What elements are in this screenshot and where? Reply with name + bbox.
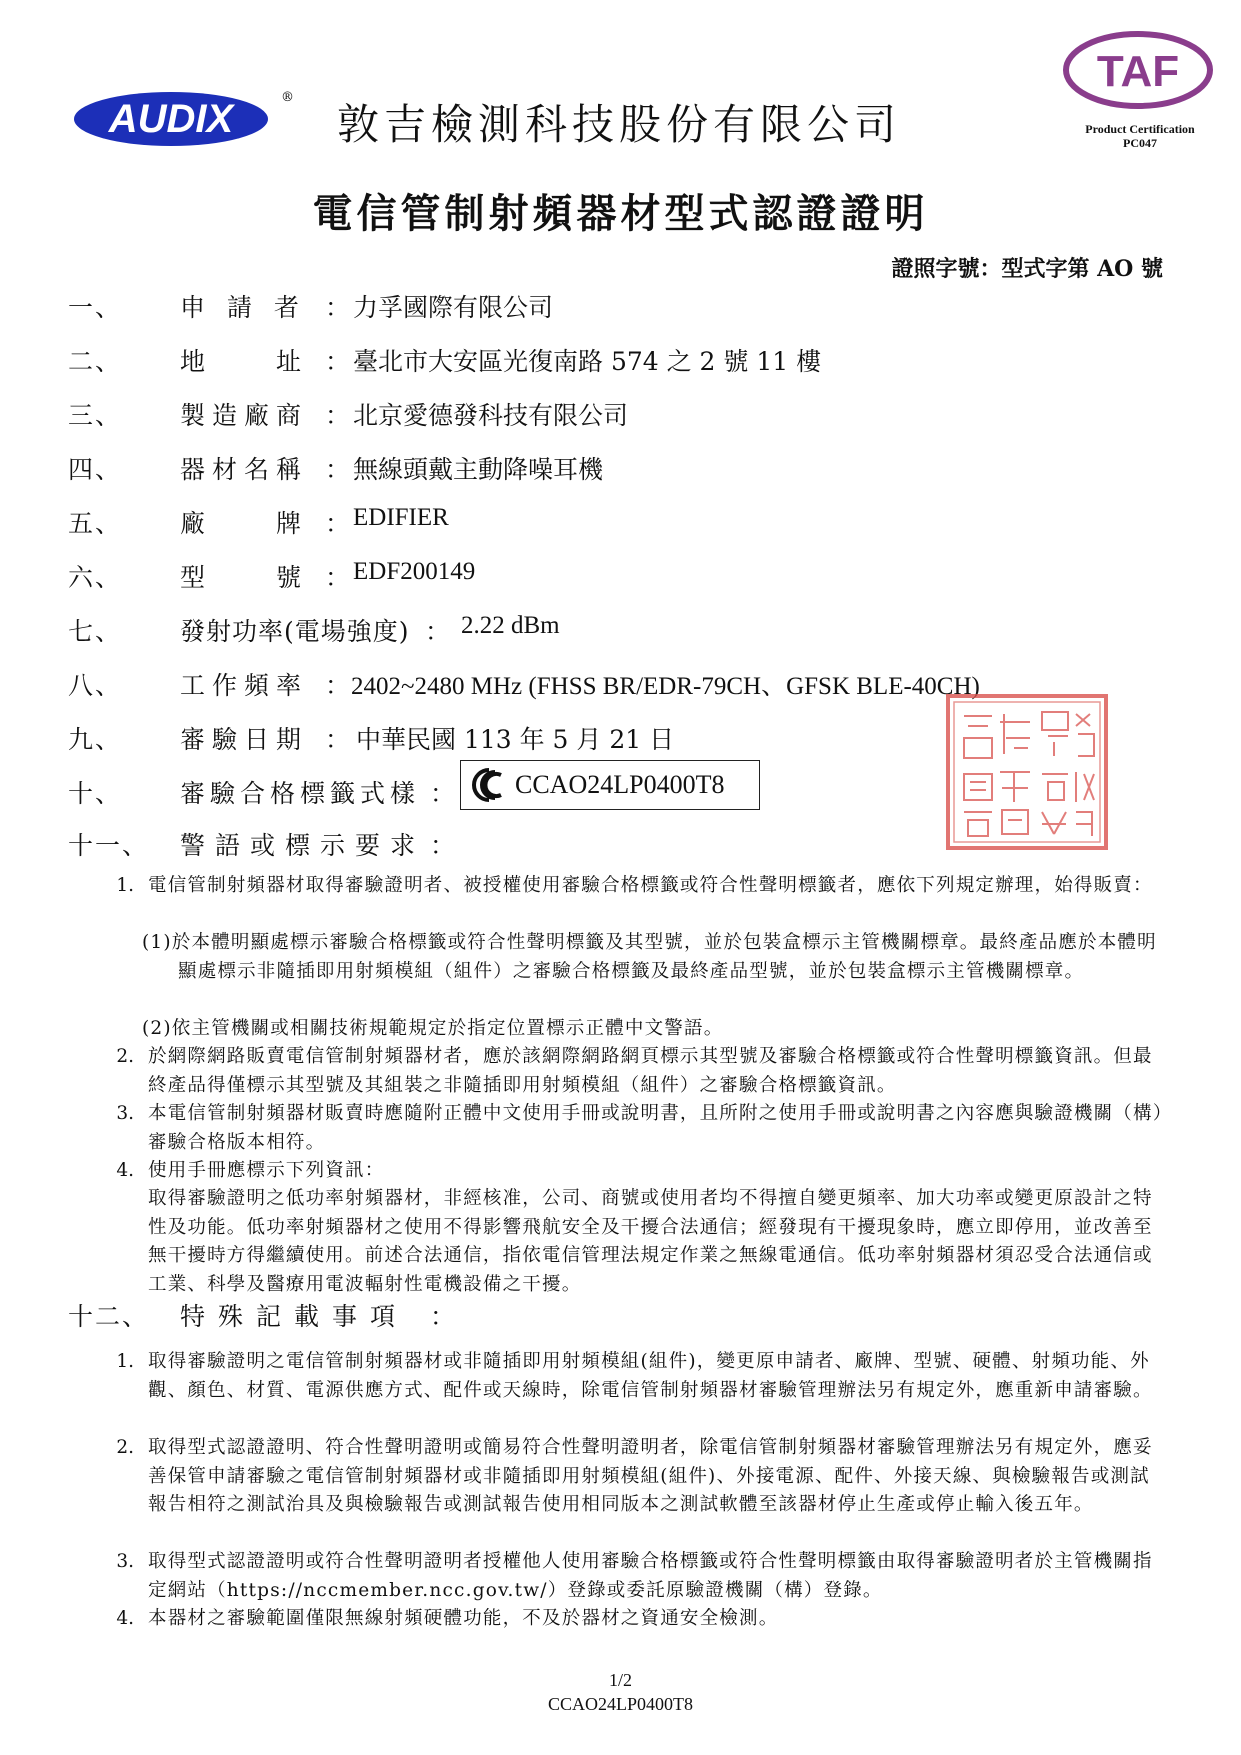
field-colon: ： [325, 509, 351, 538]
item-text: 本電信管制射頻器材販賣時應隨附正體中文使用手冊或說明書，且所附之使用手冊或說明書之內容應與驗證機關（構）審驗合格版本相符。 [148, 1103, 1164, 1153]
field-number: 六、 [68, 563, 123, 592]
field-number: 八、 [68, 671, 123, 700]
field-label: 廠 牌 [180, 509, 309, 538]
field-value: 力孚國際有限公司 [353, 293, 554, 322]
field-number: 一、 [68, 293, 123, 322]
item-number: 4. [116, 1608, 134, 1629]
page-number: 1/2 [608, 1670, 632, 1690]
ncc-mark-icon [469, 766, 509, 804]
field-number: 十、 [68, 779, 123, 808]
field-value: 臺北市大安區光復南路 574 之 2 號 11 樓 [353, 347, 822, 376]
field-colon: ： [430, 779, 456, 808]
field-number: 二、 [68, 347, 123, 376]
field-value: EDF200149 [353, 558, 476, 585]
item-text: 取得審驗證明之電信管制射頻器材或非隨插即用射頻模組(組件)，變更原申請者、廠牌、型號、硬體、射頻功能、外觀、顏色、材質、電源供應方式、配件或天線時，除電信管制射頻器材審驗管理辦法另有規定外，應重新申請審驗。 [148, 1351, 1153, 1401]
field-label: 發射功率(電場強度) [180, 617, 410, 646]
subitem-text: (2)依主管機關或相關技術規範規定於指定位置標示正體中文警語。 [142, 1018, 724, 1039]
item-number: 2. [116, 1437, 134, 1458]
warning-subitem [142, 1015, 1166, 1044]
item-number: 4. [116, 1160, 134, 1181]
subitem-text: (1)於本體明顯處標示審驗合格標籤或符合性聲明標籤及其型號，並於包裝盒標示主管機關標章。最終產品應於本體明顯處標示非隨插即用射頻模組（組件）之審驗合格標籤及最終產品型號，並於包裝盒標示主管機關標章。 [142, 932, 1157, 982]
field-colon: ： [325, 401, 351, 430]
field-label: 工作頻率 [180, 671, 309, 700]
company-name: 敦吉檢測科技股份有限公司 [337, 100, 902, 149]
item-number: 2. [116, 1046, 134, 1067]
audix-logo [72, 90, 270, 148]
item-text: 電信管制射頻器材取得審驗證明者、被授權使用審驗合格標籤或符合性聲明標籤者，應依下列規定辦理，始得販賣： [148, 875, 1153, 896]
field-colon: ： [325, 293, 351, 322]
field-label: 特殊記載事項 [180, 1302, 409, 1331]
field-value: 2.22 dBm [461, 612, 560, 639]
taf-logo [1060, 20, 1216, 120]
field-label: 審驗合格標籤式樣 [180, 779, 421, 808]
footer-code: CCAO24LP0400T8 [547, 1694, 693, 1714]
item-number: 3. [116, 1103, 134, 1124]
approval-label-sample [460, 760, 760, 810]
field-label: 地 址 [180, 347, 309, 376]
field-label: 器材名稱 [180, 455, 309, 484]
field-colon: ： [325, 347, 351, 376]
taf-caption-line1: Product Certification [1085, 122, 1195, 136]
item-text: 使用手冊應標示下列資訊： [148, 1160, 385, 1181]
field-colon: ： [425, 617, 451, 646]
item-text: 取得審驗證明之低功率射頻器材，非經核准，公司、商號或使用者均不得擅自變更頻率、加大功率或變更原設計之特性及功能。低功率射頻器材之使用不得影響飛航安全及干擾合法通信；經發現有干擾現象時，應立即停用，並改善至無干擾時方得繼續使用。前述合法通信，指依電信管理法規定作業之無線電通信。低功率射頻器材須忍受合法通信或工業、科學及醫療用電波輻射性電機設備之干擾。 [148, 1188, 1153, 1295]
field-number: 九、 [68, 725, 123, 754]
item-number: 1. [116, 875, 134, 896]
field-number: 七、 [68, 617, 123, 646]
field-colon: ： [325, 455, 351, 484]
taf-logo-text: TAF [1096, 47, 1180, 96]
item-number: 1. [116, 1351, 134, 1372]
field-value: 無線頭戴主動降噪耳機 [353, 455, 604, 484]
field-value: 2402~2480 MHz (FHSS BR/EDR-79CH、GFSK BLE-40CH) [351, 673, 980, 700]
field-colon: ： [325, 563, 351, 592]
field-label: 警語或標示要求 [180, 831, 426, 860]
field-value: EDIFIER [353, 504, 449, 531]
field-colon: ： [430, 831, 456, 860]
approval-label-code: CCAO24LP0400T8 [515, 770, 725, 799]
document-title: 電信管制射頻器材型式認證證明 [312, 190, 929, 237]
field-value: 中華民國 113 年 5 月 21 日 [356, 725, 675, 754]
item-number: 3. [116, 1551, 134, 1572]
taf-caption-line2: PC047 [1123, 136, 1157, 150]
item-text: 取得型式認證證明或符合性聲明證明者授權他人使用審驗合格標籤或符合性聲明標籤由取得審驗證明者於主管機關指定網站（https://nccmember.ncc.gov.tw/）登錄或委託原驗證機關（構）登錄。 [148, 1551, 1153, 1601]
field-number: 十一、 [68, 831, 150, 860]
official-seal-stamp [944, 692, 1110, 852]
field-label: 申 請 者 [180, 293, 306, 322]
item-text: 取得型式認證證明、符合性聲明證明或簡易符合性聲明證明者，除電信管制射頻器材審驗管理辦法另有規定外，應妥善保管申請審驗之電信管制射頻器材或非隨插即用射頻模組(組件)、外接電源、配件、外接天線、與檢驗報告或測試報告相符之測試治具及與檢驗報告或測試報告使用相同版本之測試軟體至該器材停止生產或停止輸入後五年。 [148, 1437, 1153, 1515]
field-colon: ： [325, 671, 351, 700]
audix-logo-text: AUDIX [108, 97, 234, 141]
field-number: 三、 [68, 401, 123, 430]
item-text: 於網際網路販賣電信管制射頻器材者，應於該網際網路網頁標示其型號及審驗合格標籤或符合性聲明標籤資訊。但最終產品得僅標示其型號及其組裝之非隨插即用射頻模組（組件）之審驗合格標籤資訊。 [148, 1046, 1153, 1096]
field-value: 北京愛德發科技有限公司 [353, 401, 629, 430]
field-number: 十二、 [68, 1302, 150, 1331]
field-colon: ： [430, 1302, 456, 1331]
registered-mark: ® [281, 90, 294, 105]
field-number: 五、 [68, 509, 123, 538]
field-number: 四、 [68, 455, 123, 484]
item-text: 本器材之審驗範圍僅限無線射頻硬體功能，不及於器材之資通安全檢測。 [148, 1608, 779, 1629]
field-label: 審驗日期 [180, 725, 309, 754]
taf-caption [1070, 122, 1210, 150]
certificate-number: 證照字號：型式字第 AO 號 [891, 256, 1163, 282]
page-footer [0, 1668, 1241, 1716]
field-label: 製造廠商 [180, 401, 309, 430]
field-label: 型 號 [180, 563, 309, 592]
warning-subitem [142, 929, 1166, 986]
field-colon: ： [325, 725, 351, 754]
